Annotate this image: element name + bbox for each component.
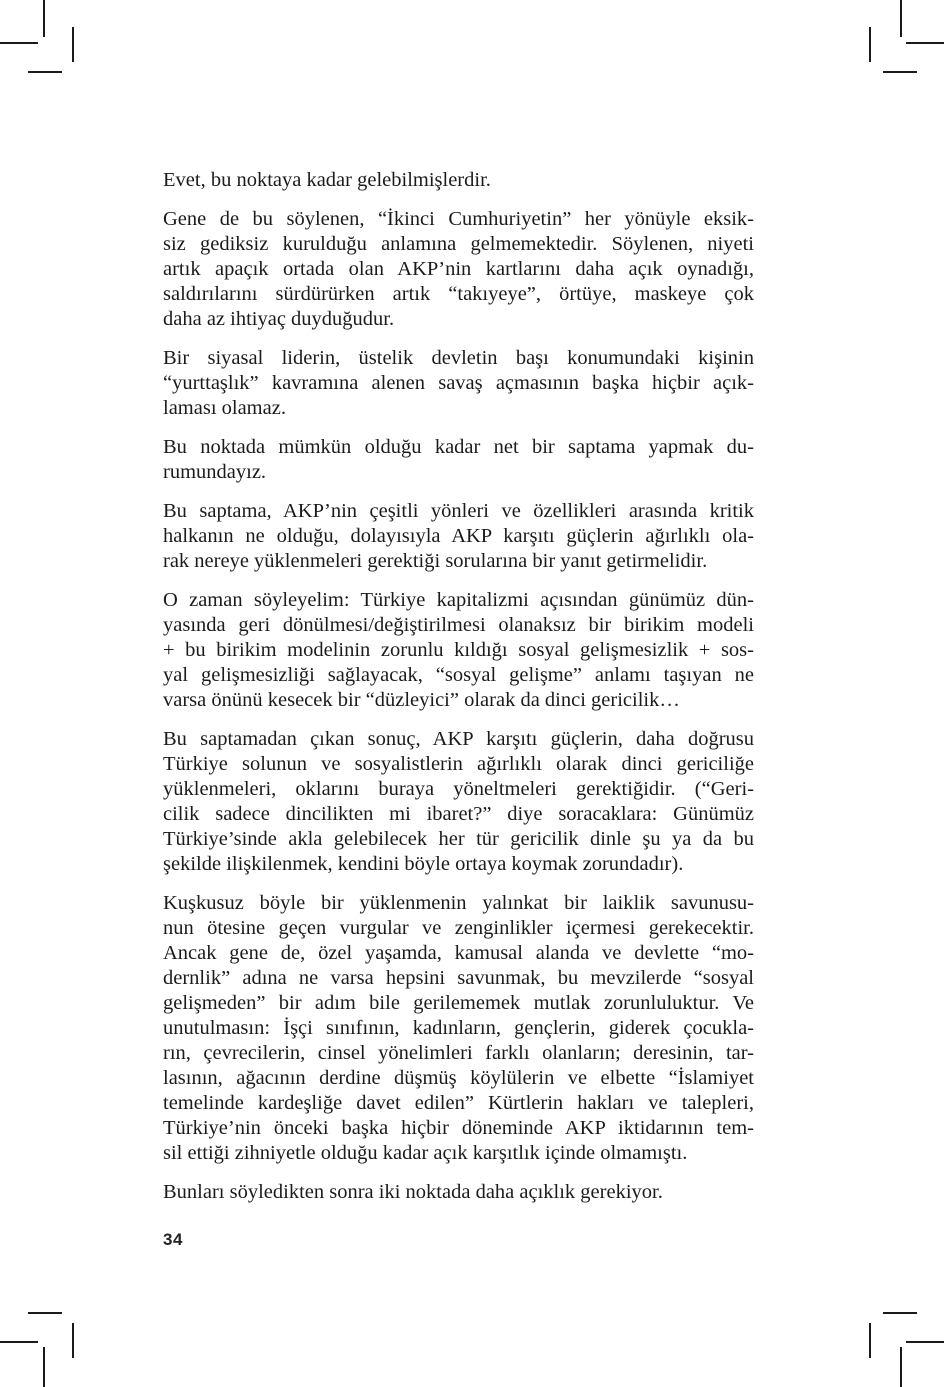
crop-mark xyxy=(72,27,74,62)
text-line: gelişmeden” bir adım bile gerilememek mutlak zorunluluktur. Ve xyxy=(163,992,754,1014)
crop-mark xyxy=(43,1347,45,1387)
paragraph xyxy=(163,207,754,332)
text-line: O zaman söyleyelim: Türkiye kapitalizmi açısından günümüz dün- xyxy=(163,589,754,611)
crop-mark xyxy=(883,71,917,73)
text-line: Türkiye’nin önceki başka hiçbir döneminde AKP iktidarının tem- xyxy=(163,1117,754,1139)
paragraph xyxy=(163,346,754,421)
crop-mark xyxy=(869,27,871,62)
page-number: 34 xyxy=(163,1230,183,1249)
text-line: Gene de bu söylenen, “İkinci Cumhuriyetin” her yönüyle eksik- xyxy=(163,208,754,230)
crop-mark xyxy=(72,1323,74,1358)
crop-mark xyxy=(883,1312,917,1314)
text-line: cilik sadece dincilikten mi ibaret?” diye soracaklara: Günümüz xyxy=(163,803,754,825)
text-line: saldırılarını sürdürürken artık “takıyeye”, örtüye, maskeye çok xyxy=(163,283,754,305)
paragraph xyxy=(163,168,754,193)
text-line: nun ötesine geçen vurgular ve zenginlikler içermesi gerekecektir. xyxy=(163,917,754,939)
text-line: unutulmasın: İşçi sınıfının, kadınların, gençlerin, giderek çocukla- xyxy=(163,1017,754,1039)
text-line: + bu birikim modelinin zorunlu kıldığı sosyal gelişmesizlik + sos- xyxy=(163,639,754,661)
text-line: rın, çevrecilerin, cinsel yönelimleri farklı olanların; deresinin, tar- xyxy=(163,1042,754,1064)
paragraph xyxy=(163,588,754,713)
text-line: Ancak gene de, özel yaşamda, kamusal alanda ve devlette “mo- xyxy=(163,942,754,964)
crop-mark xyxy=(906,1341,944,1343)
text-line: rak nereye yüklenmeleri gerektiği sorularına bir yanıt getirmelidir. xyxy=(163,550,708,572)
crop-mark xyxy=(28,1312,62,1314)
text-line: yüklenmeleri, oklarını buraya yöneltmeleri gerektiğidir. (“Geri- xyxy=(163,778,754,800)
text-line: “yurttaşlık” kavramına alenen savaş açmasının başka hiçbir açık- xyxy=(163,372,754,394)
crop-mark xyxy=(900,0,902,37)
text-line: siz gediksiz kurulduğu anlamına gelmemektedir. Söylenen, niyeti xyxy=(163,233,754,255)
text-line: Kuşkusuz böyle bir yüklenmenin yalınkat bir laiklik savunusu- xyxy=(163,892,754,914)
crop-mark xyxy=(28,71,62,73)
text-line: Bu saptama, AKP’nin çeşitli yönleri ve özellikleri arasında kritik xyxy=(163,500,754,522)
text-line: Bir siyasal liderin, üstelik devletin başı konumundaki kişinin xyxy=(163,347,754,369)
text-line: yal gelişmesizliği sağlayacak, “sosyal gelişme” anlamı taşıyan ne xyxy=(163,664,754,686)
text-line: rumundayız. xyxy=(163,461,267,483)
crop-mark xyxy=(43,0,45,37)
paragraph xyxy=(163,891,754,1166)
text-line: temelinde kardeşliğe davet edilen” Kürtlerin hakları ve talepleri, xyxy=(163,1092,754,1114)
text-line: Türkiye solunun ve sosyalistlerin ağırlıklı olarak dinci gericiliğe xyxy=(163,753,754,775)
text-line: sil ettiği zihniyetle olduğu kadar açık karşıtlık içinde olmamıştı. xyxy=(163,1142,688,1164)
text-line: laması olamaz. xyxy=(163,397,286,419)
text-line: lasının, ağacının derdine düşmüş köylülerin ve elbette “İslamiyet xyxy=(163,1067,754,1089)
text-line: Evet, bu noktaya kadar gelebilmişlerdir. xyxy=(163,169,491,191)
text-line: halkanın ne olduğu, dolayısıyla AKP karşıtı güçlerin ağırlıklı ola- xyxy=(163,525,754,547)
crop-mark xyxy=(906,42,944,44)
text-line: yasında geri dönülmesi/değiştirilmesi olanaksız bir birikim modeli xyxy=(163,614,754,636)
text-line: dernlik” adına ne varsa hepsini savunmak, bu mevzilerde “sosyal xyxy=(163,967,754,989)
text-line: artık apaçık ortada olan AKP’nin kartlarını daha açık oynadığı, xyxy=(163,258,754,280)
crop-mark xyxy=(900,1347,902,1387)
paragraph xyxy=(163,1180,754,1205)
paragraph xyxy=(163,499,754,574)
body-text xyxy=(163,168,754,1205)
text-line: Bu saptamadan çıkan sonuç, AKP karşıtı güçlerin, daha doğrusu xyxy=(163,728,754,750)
crop-mark xyxy=(0,1341,38,1343)
text-line: Bunları söyledikten sonra iki noktada daha açıklık gerekiyor. xyxy=(163,1181,663,1203)
text-line: varsa önünü kesecek bir “düzleyici” olarak da dinci gericilik… xyxy=(163,689,680,711)
crop-mark xyxy=(0,42,38,44)
text-line: daha az ihtiyaç duyduğudur. xyxy=(163,308,395,330)
paragraph xyxy=(163,435,754,485)
text-line: Türkiye’sinde akla gelebilecek her tür gericilik dinle şu ya da bu xyxy=(163,828,754,850)
crop-mark xyxy=(869,1323,871,1358)
text-line: Bu noktada mümkün olduğu kadar net bir saptama yapmak du- xyxy=(163,436,754,458)
paragraph xyxy=(163,727,754,877)
text-line: şekilde ilişkilenmek, kendini böyle ortaya koymak zorundadır). xyxy=(163,853,684,875)
